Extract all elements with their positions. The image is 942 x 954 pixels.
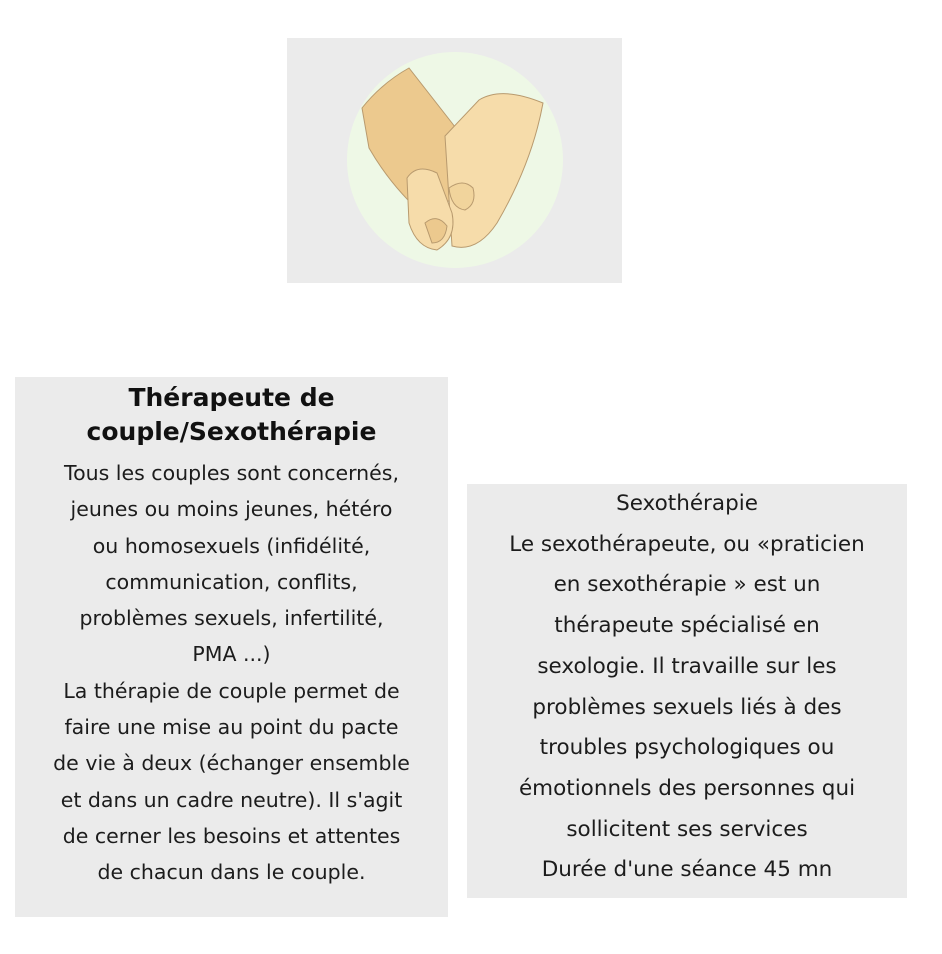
body-line: PMA ...)	[192, 642, 271, 667]
sexotherapy-heading: Sexothérapie	[616, 491, 758, 516]
body-line: en sexothérapie » est un	[553, 572, 821, 598]
body-line: La thérapie de couple permet de	[63, 678, 400, 703]
body-line: ou homosexuels (infidélité,	[92, 533, 371, 558]
couple-therapy-description	[21, 455, 442, 891]
body-line: troubles psychologiques ou	[539, 735, 835, 761]
body-line: émotionnels des personnes qui	[518, 775, 856, 801]
body-line: de vie à deux (échanger ensemble	[53, 751, 410, 776]
body-line: problèmes sexuels liés à des	[532, 694, 842, 720]
couple-therapy-title	[21, 381, 442, 449]
body-line: Tous les couples sont concernés,	[64, 461, 399, 485]
couple-therapy-card	[15, 377, 448, 917]
hands-image-panel	[287, 38, 622, 283]
body-line: communication, conflits,	[105, 569, 358, 594]
holding-hands-icon	[287, 38, 622, 283]
body-line: de cerner les besoins et attentes	[62, 823, 401, 848]
title-line: Thérapeute de	[128, 383, 335, 412]
body-line: jeunes ou moins jeunes, hétéro	[70, 497, 393, 522]
sexotherapy-description	[473, 484, 901, 891]
body-line: problèmes sexuels, infertilité,	[79, 606, 384, 631]
body-line: et dans un cadre neutre). Il s'agit	[60, 787, 403, 812]
title-line: couple/Sexothérapie	[86, 417, 377, 446]
session-duration: Durée d'une séance 45 mn	[541, 857, 833, 883]
sexotherapy-card	[467, 484, 907, 898]
body-line: sollicitent ses services	[566, 816, 808, 842]
body-line: de chacun dans le couple.	[97, 860, 366, 885]
body-line: faire une mise au point du pacte	[64, 715, 399, 740]
body-line: Le sexothérapeute, ou «praticien	[509, 531, 865, 557]
body-line: thérapeute spécialisé en	[554, 613, 820, 639]
body-line: sexologie. Il travaille sur les	[537, 653, 837, 679]
